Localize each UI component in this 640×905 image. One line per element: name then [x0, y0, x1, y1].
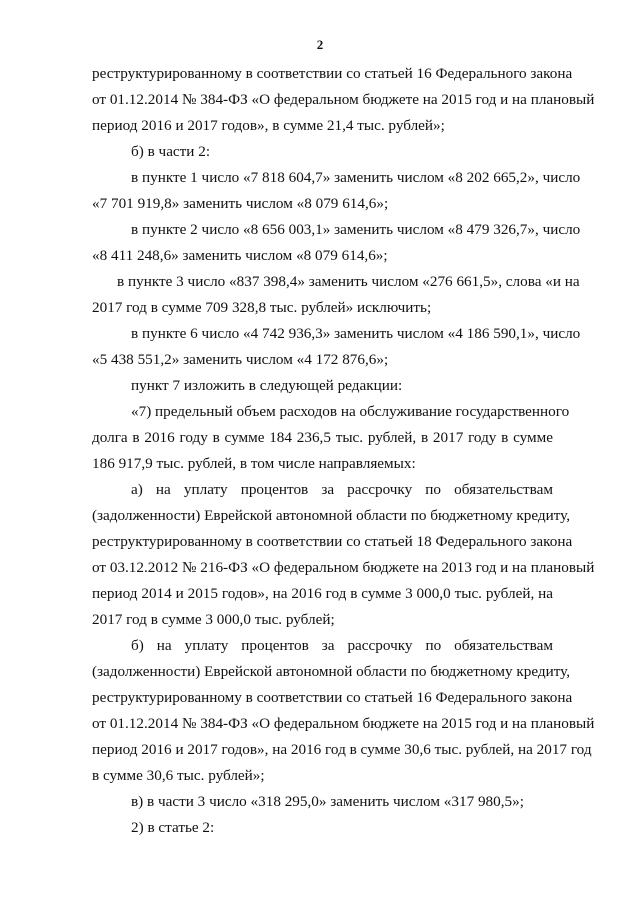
page-number: 2: [316, 37, 324, 52]
text-line: 2) в статье 2:: [131, 819, 215, 836]
text-line: (задолженности) Еврейской автономной области по бюджетному кредиту,: [92, 507, 571, 524]
text-line: б) в части 2:: [131, 143, 211, 160]
text-line: реструктурированному в соответствии со статьей 18 Федерального закона: [92, 533, 573, 550]
text-line: «7) предельный объем расходов на обслуживание государственного: [131, 403, 570, 420]
text-line: реструктурированному в соответствии со статьей 16 Федерального закона: [92, 65, 573, 82]
text-line: в пункте 6 число «4 742 936,3» заменить числом «4 186 590,1», число: [131, 325, 581, 342]
text-line: (задолженности) Еврейской автономной области по бюджетному кредиту,: [92, 663, 571, 680]
text-line: 186 917,9 тыс. рублей, в том числе направляемых:: [92, 455, 416, 472]
text-line: в пункте 3 число «837 398,4» заменить числом «276 661,5», слова «и на: [117, 273, 580, 290]
text-line: долга в 2016 году в сумме 184 236,5 тыс. рублей, в 2017 году в сумме: [92, 429, 553, 446]
text-line: а) на уплату процентов за рассрочку по обязательствам: [131, 481, 553, 498]
text-line: «5 438 551,2» заменить числом «4 172 876,6»;: [92, 351, 389, 368]
text-line: период 2016 и 2017 годов», в сумме 21,4 тыс. рублей»;: [92, 117, 445, 134]
text-line: от 01.12.2014 № 384-ФЗ «О федеральном бюджете на 2015 год и на плановый: [92, 91, 595, 108]
text-line: реструктурированному в соответствии со статьей 16 Федерального закона: [92, 689, 573, 706]
text-line: «7 701 919,8» заменить числом «8 079 614,6»;: [92, 195, 389, 212]
text-line: пункт 7 изложить в следующей редакции:: [131, 377, 403, 394]
text-line: «8 411 248,6» заменить числом «8 079 614,6»;: [92, 247, 388, 264]
text-line: в пункте 2 число «8 656 003,1» заменить числом «8 479 326,7», число: [131, 221, 581, 238]
text-line: в) в части 3 число «318 295,0» заменить числом «317 980,5»;: [131, 793, 524, 810]
text-line: период 2014 и 2015 годов», на 2016 год в сумме 3 000,0 тыс. рублей, на: [92, 585, 553, 602]
text-line: 2017 год в сумме 709 328,8 тыс. рублей» исключить;: [92, 299, 432, 316]
text-line: период 2016 и 2017 годов», на 2016 год в сумме 30,6 тыс. рублей, на 2017 год: [92, 741, 592, 758]
text-line: в пункте 1 число «7 818 604,7» заменить числом «8 202 665,2», число: [131, 169, 581, 186]
text-line: в сумме 30,6 тыс. рублей»;: [92, 767, 265, 784]
text-line: от 01.12.2014 № 384-ФЗ «О федеральном бюджете на 2015 год и на плановый: [92, 715, 595, 732]
text-line: от 03.12.2012 № 216-ФЗ «О федеральном бюджете на 2013 год и на плановый: [92, 559, 595, 576]
text-line: 2017 год в сумме 3 000,0 тыс. рублей;: [92, 611, 335, 628]
text-line: б) на уплату процентов за рассрочку по обязательствам: [131, 637, 553, 654]
